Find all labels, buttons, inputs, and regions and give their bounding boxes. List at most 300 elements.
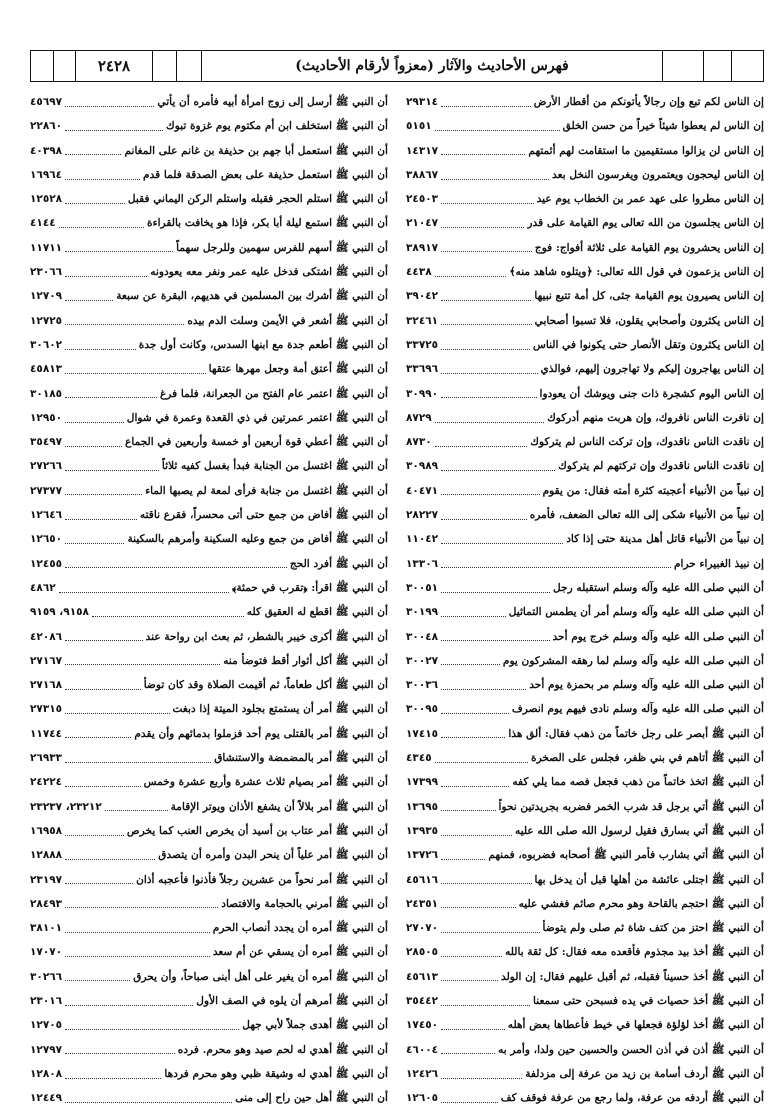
leader-dots [441,179,549,180]
page-title: فهرس الأحاديث والآثار (معزواً لأرقام الأحاديث) [201,51,663,81]
entry-text: أن النبي ﷺ أشعر في الأيمن وسلت الدم بيده [187,314,388,327]
leader-dots [441,592,550,593]
entry-text: إن ناقدت الناس ناقدوك، وإن تركت الناس لم يتركوك [530,436,764,449]
index-entry [406,965,764,989]
entry-text: أن النبي ﷺ اقطع له العقيق كله [246,606,388,619]
entry-number: ٢٣٠١٦ [30,994,63,1007]
index-entry [30,333,388,357]
entry-text: إن الناس لن يزالوا مستقيمين ما استقامت لهم أئمتهم [528,144,764,157]
entry-number: ٣٢٤٦١ [406,314,439,327]
entry-text: أن النبي ﷺ أكرى خيبر بالشطر، ثم بعث ابن رواحة عند [145,630,388,643]
leader-dots [441,737,505,738]
header-divider [731,51,732,81]
index-entry [406,1086,764,1110]
index-entry [406,260,764,284]
index-entry [406,454,764,478]
entry-number: ٢١٠٤٧ [406,217,439,230]
entry-text: أن النبي ﷺ أتي برجل قد شرب الخمر فضربه بجريدتين نحواً [498,800,764,813]
entry-text: إن ناقدت الناس ناقدوك وإن تركتهم لم يتركوك [558,460,764,473]
index-entry [406,552,764,576]
index-entry [406,795,764,819]
index-entry [30,527,388,551]
leader-dots [65,543,124,544]
entry-number: ١٢٦٠٥ [406,1092,439,1105]
entry-number: ٢٧٣٧٧ [30,484,63,497]
entry-text: أن النبي ﷺ أمر بصيام ثلاث عشرة وأربع عشرة وخمس [143,776,388,789]
leader-dots [441,324,532,325]
index-entry [30,187,388,211]
index-entry [406,406,764,430]
entry-number: ١٢٧٠٩ [30,290,63,303]
entry-number: ٣٣٧٢٥ [406,338,439,351]
index-entry [406,187,764,211]
entry-number: ٣٨٩١٧ [406,241,439,254]
leader-dots [441,835,512,836]
entry-number: ٢٣٢١٢، ٢٣٢٣٧ [30,800,102,813]
leader-dots [441,859,485,860]
entry-text: أن النبي ﷺ أمره أن يسقي عن أم سعد [212,946,388,959]
index-entry [30,139,388,163]
entry-text: أن النبي ﷺ أهدي له لحم صيد وهو محرم. فرده [177,1043,388,1056]
entry-text: أن النبي صلى الله عليه وآله وسلم مر بحمزة يوم أحد [529,679,764,692]
index-entry [406,868,764,892]
index-entry [30,406,388,430]
entry-text: أن النبي صلى الله عليه وآله وسلم خرج يوم أحد [552,630,764,643]
entry-number: ١٦٩٦٤ [30,168,63,181]
index-entry [406,892,764,916]
entry-number: ٣٩٠٤٢ [406,290,439,303]
index-entry [406,1013,764,1037]
entry-number: ١٧٤١٥ [406,727,439,740]
entry-text: أن النبي ﷺ أفاض من جمع حتى أتى محسراً، فقرع ناقته [139,509,388,522]
entry-text: أن النبي ﷺ اشتكى فدخل عليه عمر ونفر معه يعودونه [150,266,388,279]
entry-text: أن النبي ﷺ أتاهم في بني ظفر، فجلس على الصخرة [531,752,764,765]
leader-dots [65,349,136,350]
leader-dots [65,373,206,374]
entry-text: أن النبي ﷺ أسهم للفرس سهمين وللرجل سهماً [176,241,388,254]
entry-number: ٣٠٠٢٧ [406,654,439,667]
leader-dots [65,179,140,180]
index-entry [30,90,388,114]
entry-number: ١٢٦٤٦ [30,509,63,522]
leader-dots [65,154,121,155]
index-entry [30,625,388,649]
index-page [30,50,764,1105]
index-entry [30,1062,388,1086]
entry-text: أن النبي ﷺ أمرني بالحجامة والافتصاد [221,897,388,910]
entry-number: ٢٧١٦٧ [30,654,63,667]
leader-dots [65,470,159,471]
leader-dots [65,640,143,641]
index-entry [406,382,764,406]
index-entry [30,868,388,892]
entry-text: أن النبي ﷺ أمر أن يستمتع بجلود الميتة إذا دبغت [172,703,388,716]
leader-dots [441,664,500,665]
entry-text: أن النبي ﷺ أمر بالمضمضة والاستنشاق [214,752,388,765]
entry-number: ١٢٤٢٦ [406,1067,439,1080]
leader-dots [65,859,155,860]
entry-text: أن النبي ﷺ استعمل حذيفة على بعض الصدقة فلما قدم [143,168,388,181]
leader-dots [65,276,147,277]
index-entry [30,843,388,867]
leader-dots [65,422,124,423]
leader-dots [441,227,524,228]
entry-text: أن النبي صلى الله عليه وآله وسلم نادى فيهم يوم انصرف [511,703,764,716]
index-entry [30,211,388,235]
entry-number: ٤٥٦١٦ [406,873,439,886]
leader-dots [441,349,530,350]
entry-text: أن النبي ﷺ اعتمر عام الفتح من الجعرانة، فلما فرغ [159,387,388,400]
leader-dots [441,810,495,811]
index-entry [30,576,388,600]
index-entry [406,940,764,964]
index-entry [406,746,764,770]
entry-number: ١٢٤٥٥ [30,557,63,570]
entry-number: ١٤٣١٧ [406,144,439,157]
entry-number: ٢٨٢٢٧ [406,509,439,522]
index-entry [30,430,388,454]
entry-text: أن النبي ﷺ أمره أن يغير على أهل أبنى صباحاً، وأن يحرق [133,970,388,983]
entry-number: ٤٠٣٩٨ [30,144,63,157]
entry-number: ٢٨٤٩٣ [30,897,63,910]
index-entry [30,770,388,794]
leader-dots [92,616,244,617]
entry-text: أن النبي ﷺ اغتسل من الجنابة فبدأ بغسل كفيه ثلاثاً [161,460,388,473]
leader-dots [435,276,507,277]
entry-number: ٢٢٨٦٠ [30,120,63,133]
index-entry [406,819,764,843]
entry-number: ١٧٠٧٠ [30,946,63,959]
entry-number: ١١٠٤٢ [406,533,439,546]
entry-number: ١٣٧٢٦ [406,849,439,862]
entry-text: إن الناس ليحجون ويعتمرون ويغرسون النخل بعد [552,168,764,181]
index-entry [30,600,388,624]
entry-number: ١٢٦٥٠ [30,533,63,546]
entry-text: أن النبي ﷺ أطعم جدة مع ابنها السدس، وكانت أول جدة [138,338,388,351]
entry-text: أن النبي ﷺ اتخذ خاتماً من ذهب فجعل فصه مما يلي كفه [512,776,764,789]
leader-dots [441,494,540,495]
entry-text: إن الناس يهاجرون إليكم ولا تهاجرون إليهم، فوالذي [540,363,764,376]
entry-text: أن النبي ﷺ أمر بالقتلى يوم أحد فزملوا بدمائهم وأن يقدم [134,727,388,740]
entry-number: ٤٥٨١٣ [30,363,63,376]
entry-number: ٣٠٩٩٠ [406,387,439,400]
entry-number: ٣٥٤٩٧ [30,436,63,449]
entry-text: أن النبي ﷺ أمر علياً أن ينحر البدن وأمره أن يتصدق [158,849,388,862]
index-entry [30,382,388,406]
entry-number: ١٢٧٩٧ [30,1043,63,1056]
index-entry [30,284,388,308]
index-entry [30,236,388,260]
index-entry [406,649,764,673]
leader-dots [65,689,141,690]
entry-number: ٤٠٤٧١ [406,484,439,497]
entry-number: ٢٤٥٠٣ [406,193,439,206]
leader-dots [65,300,113,301]
index-entry [406,357,764,381]
entry-number: ٢٣١٩٧ [30,873,63,886]
index-entry [30,454,388,478]
index-column-left [30,90,388,1110]
index-entry [406,114,764,138]
entry-text: أن النبي ﷺ أخذ حصيات في يده فسبحن حتى سمعنا [533,994,764,1007]
leader-dots [441,786,509,787]
entry-text: أن النبي ﷺ استعمل أبا جهم بن حذيفة بن غانم على المغانم [124,144,388,157]
index-entry [406,139,764,163]
entry-number: ٣٠٠٥١ [406,581,439,594]
entry-number: ٤١٤٤ [30,217,56,230]
leader-dots [65,956,210,957]
index-entry [30,697,388,721]
leader-dots [441,397,536,398]
index-entry [30,357,388,381]
leader-dots [441,543,563,544]
leader-dots [65,106,154,107]
entry-number: ٣٠٠٩٥ [406,703,439,716]
leader-dots [65,664,220,665]
entry-number: ٨٧٢٩ [406,411,432,424]
leader-dots [65,835,124,836]
entry-number: ٩١٥٨، ٩١٥٩ [30,606,89,619]
entry-text: أن النبي ﷺ أذن في أذن الحسن والحسين حين ولدا، وأمر به [498,1043,764,1056]
leader-dots [65,519,137,520]
leader-dots [441,616,506,617]
leader-dots [65,130,163,131]
entry-number: ١٢٨٠٨ [30,1067,63,1080]
leader-dots [441,980,498,981]
entry-text: أن النبي ﷺ احتجم بالقاحة وهو محرم صائم فغشي عليه [518,897,764,910]
leader-dots [441,470,555,471]
index-entry [30,819,388,843]
leader-dots [441,373,537,374]
entry-text: أن النبي صلى الله عليه وآله وسلم استقبله رجل [553,581,764,594]
index-entry [406,284,764,308]
entry-number: ١٢٧٢٥ [30,314,63,327]
entry-text: أن النبي ﷺ أشرك بين المسلمين في هديهم، البقرة عن سبعة [116,290,388,303]
index-entry [406,1038,764,1062]
leader-dots [441,1053,495,1054]
entry-text: أن النبي ﷺ أبصر على رجل خاتماً من ذهب فقال: ألق هذا [508,727,764,740]
entry-number: ١٣٩٣٥ [406,824,439,837]
leader-dots [65,397,157,398]
entry-number: ٣٠١٨٥ [30,387,63,400]
entry-text: أن النبي صلى الله عليه وآله وسلم أمر أن يطمس التماثيل [508,606,764,619]
entry-number: ٢٤٢٢٤ [30,776,63,789]
index-entry [406,163,764,187]
entry-number: ٤٨٦٢ [30,581,56,594]
index-entry [406,843,764,867]
index-entry [30,163,388,187]
entry-text: أن النبي ﷺ اغتسل من جنابة فرأى لمعة لم يصبها الماء [145,484,388,497]
leader-dots [441,203,534,204]
index-entry [406,576,764,600]
entry-text: إن الناس لكم تبع وإن رجالاً يأتونكم من أقطار الأرض [533,96,764,108]
leader-dots [59,227,144,228]
entry-number: ٢٧٠٧٠ [406,922,439,935]
index-entry [406,309,764,333]
entry-number: ٢٦٩٣٣ [30,752,63,765]
header-divider [53,51,54,81]
entry-number: ٢٨٥٠٥ [406,946,439,959]
entry-number: ١٣٦٩٥ [406,800,439,813]
leader-dots [441,154,525,155]
entry-text: أن النبي ﷺ أعطي قوة أربعين أو خمسة وأربعين في الجماع [125,436,388,449]
entry-number: ٢٧١٦٨ [30,679,63,692]
entry-number: ١١٧٤٤ [30,727,63,740]
index-entry [406,697,764,721]
leader-dots [441,519,527,520]
entry-number: ٢٣٠٦٦ [30,266,63,279]
index-entry [30,552,388,576]
leader-dots [65,1078,161,1079]
entry-number: ٣٥٤٤٢ [406,994,439,1007]
entry-number: ٣٠٠٤٨ [406,630,439,643]
index-entry [30,479,388,503]
leader-dots [65,907,218,908]
leader-dots [441,300,531,301]
entry-text: أن النبي ﷺ أرسل إلى زوج امرأة أبيه فأمره أن يأتي [157,96,388,108]
entry-text: أن النبي ﷺ استمع ليلة أبا بكر، فإذا هو يخافت بالقراءة [147,217,388,230]
leader-dots [65,932,210,933]
entry-text: إن الناس مطروا على عهد عمر بن الخطاب يوم عيد [536,193,764,206]
entry-text: أن النبي ﷺ أفرد الحج [289,557,388,570]
index-entry [406,673,764,697]
entry-text: أن النبي ﷺ أردفه من عرفة، ولما رجع من عرفة فوقف كف [500,1092,764,1105]
index-entry [406,211,764,235]
entry-text: أن النبي ﷺ اعتمر عمرتين في ذي القعدة وعمرة في شوال [126,411,388,424]
entry-number: ١٦٩٥٨ [30,824,63,837]
leader-dots [435,762,528,763]
index-entry [406,333,764,357]
index-entry [30,965,388,989]
entry-text: أن النبي ﷺ أمر بلالاً أن يشفع الأذان ويوتر الإقامة [170,800,388,813]
entry-number: ٢٧٣١٥ [30,703,63,716]
leader-dots [441,956,502,957]
index-entry [30,649,388,673]
entry-text: إن الناس يجلسون من الله تعالى يوم القيامة على قدر [527,217,764,230]
entry-number: ١٢٥٢٨ [30,193,63,206]
index-entry [30,746,388,770]
entry-number: ١٧٣٩٩ [406,776,439,789]
leader-dots [65,1005,193,1006]
entry-text: أن النبي ﷺ أهدى جملاً لأبي جهل [242,1019,388,1032]
leader-dots [65,203,125,204]
leader-dots [65,494,142,495]
index-entry [30,795,388,819]
index-entry [30,503,388,527]
leader-dots [65,883,133,884]
index-entry [406,625,764,649]
entry-text: أن النبي ﷺ اجتلى عائشة من أهلها قبل أن يدخل بها [534,873,764,886]
index-entry [406,527,764,551]
entry-number: ١٣٣٠٦ [406,557,439,570]
entry-number: ٨٧٣٠ [406,436,432,449]
entry-number: ١١٧١١ [30,241,63,254]
header-divider [176,51,177,81]
index-entry [406,916,764,940]
index-entry [406,479,764,503]
entry-text: أن النبي ﷺ أخذ لؤلؤة فجعلها في خيط فأعطاها بعض أهله [507,1019,764,1032]
index-entry [406,236,764,260]
entry-text: أن النبي ﷺ أمر عتاب بن أسيد أن يخرص العنب كما يخرص [126,824,388,837]
entry-number: ١٧٤٥٠ [406,1019,439,1032]
page-number: ٢٤٢٨ [75,51,153,81]
index-entry [30,722,388,746]
entry-number: ٣٨١٠١ [30,922,63,935]
index-entry [30,989,388,1013]
leader-dots [441,567,671,568]
entry-number: ٢٩٣١٤ [406,96,439,108]
index-entry [406,430,764,454]
index-entry [30,309,388,333]
index-entry [406,989,764,1013]
leader-dots [435,130,560,131]
leader-dots [441,1005,530,1006]
entry-number: ٤٥٦٩٧ [30,96,63,108]
index-entry [30,1086,388,1110]
entry-text: أن النبي ﷺ أخذ بيد مجذوم فأقعده معه فقال: كل ثقة بالله [505,946,764,959]
index-entry [30,260,388,284]
entry-text: إن الناس لم يعطوا شيئاً خيراً من حسن الخلق [562,120,764,133]
entry-text: أن النبي صلى الله عليه وآله وسلم لما رهقه المشركون يوم [502,654,764,667]
leader-dots [59,592,229,593]
entry-number: ٣٠١٩٩ [406,606,439,619]
index-entry [30,673,388,697]
entry-number: ١٢٧٠٥ [30,1019,63,1032]
entry-text: إن الناس يحشرون يوم القيامة على ثلاثة أفواج: فوج [534,241,764,254]
entry-number: ٣٠٦٠٢ [30,338,63,351]
entry-text: أن النبي ﷺ أمر نحواً من عشرين رجلاً فأذنوا فأعجبه أذان [136,873,388,886]
index-entry [30,1013,388,1037]
entry-number: ٤٤٣٨ [406,266,432,279]
entry-number: ٢٤٣٥١ [406,897,439,910]
page-header [30,50,764,82]
entry-text: أن النبي ﷺ أكل طعاماً، ثم أقيمت الصلاة وقد كان توضأ [143,679,388,692]
index-column-right [406,90,764,1110]
entry-text: إن الناس يزعمون في قول الله تعالى: ﴿ويتلوه شاهد منه﴾ [509,266,764,279]
entry-text: أن النبي ﷺ أهدي له وشيقة ظبي وهو محرم فردها [164,1067,388,1080]
leader-dots [65,786,141,787]
leader-dots [441,689,526,690]
leader-dots [105,810,168,811]
leader-dots [441,106,531,107]
leader-dots [441,883,531,884]
entry-number: ٣٨٨٦٧ [406,168,439,181]
index-entry [406,722,764,746]
entry-text: إن نبياً من الأنبياء قاتل أهل مدينة حتى إذا كاد [566,533,764,546]
entry-text: أن النبي ﷺ استلم الحجر فقبله واستلم الركن اليماني فقبل [127,193,388,206]
index-entry [30,916,388,940]
leader-dots [441,640,549,641]
entry-number: ٤٢٠٨٦ [30,630,63,643]
entry-text: إن الناس يكثرون وأصحابي يقلون، فلا تسبوا أصحابي [534,314,764,327]
index-entry [30,892,388,916]
entry-text: إن نافرت الناس نافروك، وإن هربت منهم أدركوك [547,411,764,424]
leader-dots [441,713,509,714]
index-entry [30,940,388,964]
entry-number: ١٢٨٨٨ [30,849,63,862]
leader-dots [441,251,532,252]
entry-text: إن نبيذ الغبيراء حرام [673,557,764,570]
leader-dots [65,251,173,252]
index-entry [406,600,764,624]
leader-dots [65,762,211,763]
entry-text: أن النبي ﷺ أمرهم أن يلوه في الصف الأول [196,994,388,1007]
leader-dots [65,567,287,568]
leader-dots [435,446,528,447]
entry-number: ٣٣٦٩٦ [406,363,439,376]
leader-dots [65,737,131,738]
entry-number: ٤٥٦١٣ [406,970,439,983]
